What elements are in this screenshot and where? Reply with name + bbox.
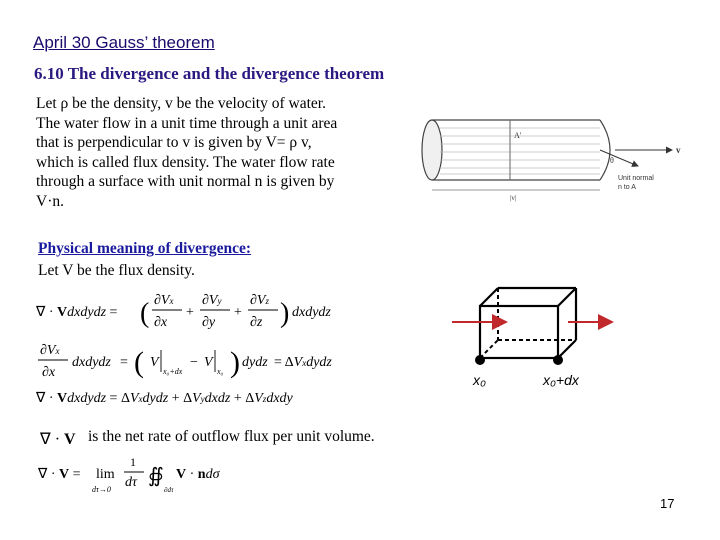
svg-text:−: − [190,355,198,370]
x0dx-point [553,355,563,365]
intro-line-1: Let ρ be the density, v be the velocity of water. [36,95,326,112]
pipe-flux-figure [410,108,700,208]
x0-point [475,355,485,365]
normal-caption-2: n to A [618,184,636,191]
svg-text:∂z: ∂z [250,315,263,330]
svg-text:∂x: ∂x [154,315,168,330]
svg-text:dydz: dydz [242,355,268,370]
length-label: |v| [510,194,517,202]
svg-text:dxdydz: dxdydz [292,305,331,320]
svg-text:∂Vz: ∂Vz [250,293,269,308]
svg-text:dτ→0: dτ→0 [92,485,111,494]
physical-heading: Physical meaning of divergence: [38,240,252,257]
intro-line-6: V·n. [36,192,64,210]
svg-text:V: V [204,355,213,370]
normal-caption-1: Unit normal [618,175,654,182]
page-number: 17 [660,496,675,511]
svg-text:∯: ∯ [148,465,164,487]
x0-label: x₀ [473,372,486,388]
flux-cube-figure [440,284,620,394]
svg-text:dτ: dτ [125,475,138,490]
intro-line-5: through a surface with unit normal n is given by [36,173,335,191]
physical-line: Let V be the flux density. [38,262,195,279]
svg-text:V: V [150,355,159,370]
svg-text:∂y: ∂y [202,315,216,330]
svg-text:∂x: ∂x [42,365,56,380]
svg-text:+: + [234,305,242,320]
angle-label: θ [610,156,614,165]
intro-line-2: The water flow in a unit time through a unit area [36,114,338,132]
svg-text:1: 1 [130,455,136,469]
x0dx-label: x₀+dx [543,372,579,388]
intro-line-4: which is called flux density. The water flow rate [36,153,335,171]
div-symbol [38,428,88,450]
svg-text:∂dτ: ∂dτ [164,486,174,494]
svg-text:∇ · Vdxdydz =: ∇ · Vdxdydz = [36,305,118,320]
limit-definition [36,452,266,500]
section-title: 6.10 The divergence and the divergence theorem [34,64,385,83]
svg-text:∇ · Vdxdydz = ΔVxdydz + ΔVydxd: ∇ · Vdxdydz = ΔVxdydz + ΔVydxdz + ΔVzdxdy [36,391,293,406]
svg-text:lim: lim [96,467,115,482]
normal-arrow [600,150,638,166]
svg-text:(: ( [140,298,150,329]
summary-text: is the net rate of outflow flux per unit volume. [88,428,375,445]
svg-text:∇ · V =: ∇ · V = [38,467,81,482]
svg-text:): ) [280,298,290,329]
svg-text:∂Vx: ∂Vx [154,293,174,308]
area-label: A' [514,131,522,140]
svg-text:+: + [186,305,194,320]
svg-text:x₀+dx: x₀+dx [163,367,183,376]
svg-text:(: ( [134,346,144,379]
intro-line-3: that is perpendicular to v is given by V= ρ v, [36,134,312,152]
slide-title: April 30 Gauss’ theorem [33,33,215,52]
svg-text:x₀: x₀ [217,367,224,376]
svg-text:= ΔVxdydz: = ΔVxdydz [274,355,332,370]
divergence-equations [36,286,426,410]
equation-3 [36,391,294,406]
equation-2 [38,343,332,380]
svg-text:=: = [120,355,128,370]
svg-text:∂Vx: ∂Vx [40,343,60,358]
svg-text:∇ · V: ∇ · V [40,431,76,448]
equation-1 [36,293,331,330]
intro-paragraph [36,94,396,212]
svg-text:∂Vy: ∂Vy [202,293,222,308]
velocity-label: v [676,145,681,155]
svg-text:): ) [230,346,240,379]
svg-text:V · ndσ: V · ndσ [176,467,220,482]
svg-text:dxdydz: dxdydz [72,355,111,370]
pipe-cylinder [422,120,610,180]
